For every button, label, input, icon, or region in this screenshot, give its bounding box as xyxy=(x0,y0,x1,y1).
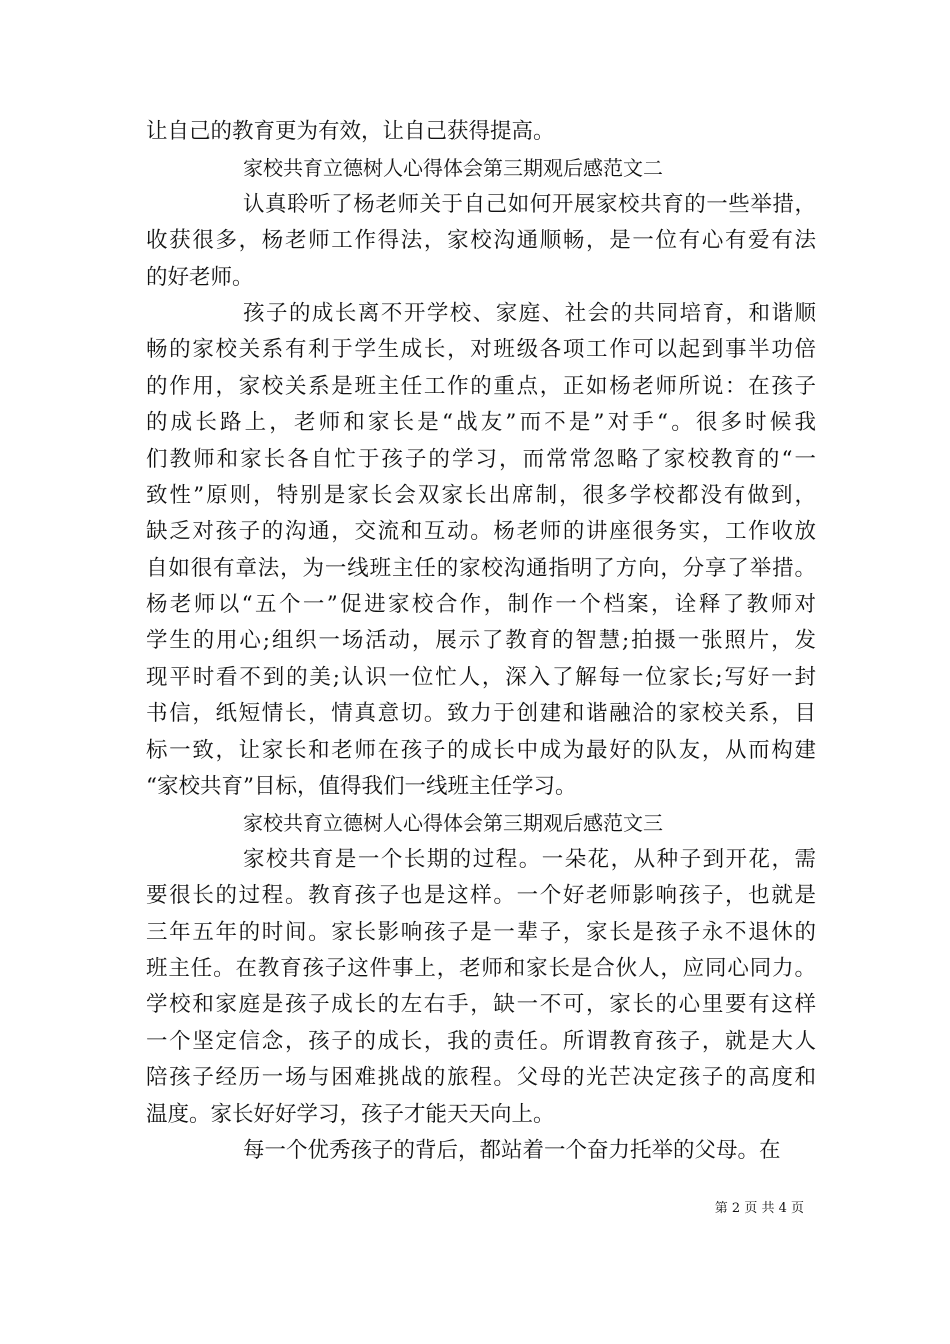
text-line: 的成长路上，老师和家长是“战友”而不是”对手“。很多时候我 xyxy=(146,410,816,436)
text-line: 孩子的成长离不开学校、家庭、社会的共同培育，和谐顺 xyxy=(243,300,816,326)
text-line: 三年五年的时间。家长影响孩子是一辈子，家长是孩子永不退休的 xyxy=(146,919,816,945)
text-line: 现平时看不到的美;认识一位忙人，深入了解每一位家长;写好一封 xyxy=(146,664,816,690)
page-number: 第 2 页 共 4 页 xyxy=(714,1201,804,1216)
text-line: 自如很有章法，为一线班主任的家校沟通指明了方向，分享了举措。 xyxy=(146,555,816,581)
text-line: 书信，纸短情长，情真意切。致力于创建和谐融洽的家校关系，目 xyxy=(146,701,816,727)
text-line: 学生的用心;组织一场活动，展示了教育的智慧;拍摄一张照片，发 xyxy=(146,628,816,654)
text-line: 班主任。在教育孩子这件事上，老师和家长是合伙人，应同心同力。 xyxy=(146,955,816,981)
text-line: 每一个优秀孩子的背后，都站着一个奋力托举的父母。在 xyxy=(243,1137,781,1163)
section-heading: 家校共育立德树人心得体会第三期观后感范文二 xyxy=(243,156,663,181)
text-line: 标一致，让家长和老师在孩子的成长中成为最好的队友，从而构建 xyxy=(146,737,816,763)
text-line: 认真聆听了杨老师关于自己如何开展家校共育的一些举措， xyxy=(243,191,816,217)
text-line: 要很长的过程。教育孩子也是这样。一个好老师影响孩子，也就是 xyxy=(146,883,816,909)
text-line: 的好老师。 xyxy=(146,264,254,290)
text-line: 家校共育是一个长期的过程。一朵花，从种子到开花，需 xyxy=(243,846,816,872)
text-line: 收获很多，杨老师工作得法，家校沟通顺畅，是一位有心有爱有法 xyxy=(146,228,816,254)
text-line: 让自己的教育更为有效，让自己获得提高。 xyxy=(146,119,555,144)
text-line: 学校和家庭是孩子成长的左右手，缺一不可，家长的心里要有这样 xyxy=(146,992,816,1018)
text-line: 陪孩子经历一场与困难挑战的旅程。父母的光芒决定孩子的高度和 xyxy=(146,1065,816,1091)
section-heading: 家校共育立德树人心得体会第三期观后感范文三 xyxy=(243,811,663,836)
text-line: 杨老师以“五个一”促进家校合作，制作一个档案，诠释了教师对 xyxy=(146,592,816,618)
body-text xyxy=(146,114,816,1169)
text-line: 的作用，家校关系是班主任工作的重点，正如杨老师所说：在孩子 xyxy=(146,373,816,399)
text-line: 缺乏对孩子的沟通，交流和互动。杨老师的讲座很务实，工作收放 xyxy=(146,519,816,545)
text-line: 畅的家校关系有利于学生成长，对班级各项工作可以起到事半功倍 xyxy=(146,337,816,363)
text-line: 温度。家长好好学习，孩子才能天天向上。 xyxy=(146,1101,555,1127)
text-line: 致性”原则，特别是家长会双家长出席制，很多学校都没有做到， xyxy=(146,482,816,508)
text-line: 们教师和家长各自忙于孩子的学习，而常常忽略了家校教育的“一 xyxy=(146,446,816,472)
text-line: “家校共育”目标，值得我们一线班主任学习。 xyxy=(146,774,577,800)
text-line: 一个坚定信念，孩子的成长，我的责任。所谓教育孩子，就是大人 xyxy=(146,1028,816,1054)
